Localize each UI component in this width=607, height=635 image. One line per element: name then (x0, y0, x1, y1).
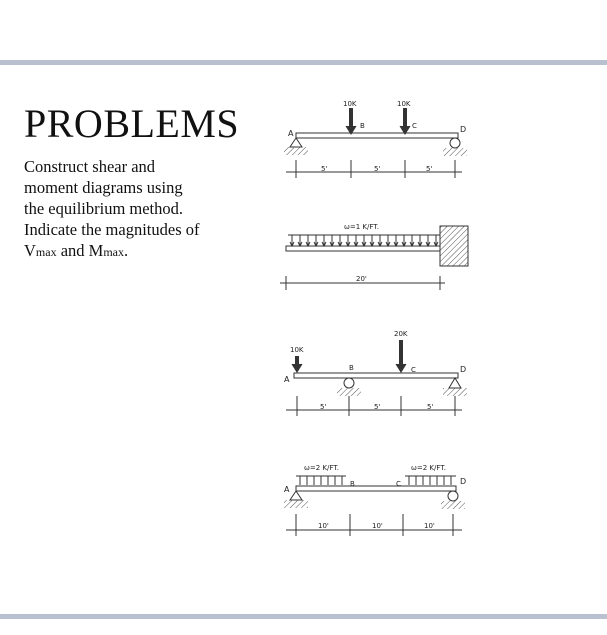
fig4-label-c: C (396, 480, 401, 488)
figure-1 (284, 100, 467, 178)
v-symbol: V (24, 241, 36, 260)
fig4-label-a: A (284, 485, 290, 494)
instructions-text (24, 156, 264, 263)
fig2-beam (286, 246, 440, 251)
fig3-dim1: 5' (320, 403, 327, 411)
fig1-ground-right (443, 148, 467, 156)
fig3-ground-middle (337, 388, 361, 396)
fig1-roller-support (450, 138, 460, 148)
m-symbol: M (88, 241, 104, 260)
fig1-ground-left (284, 147, 308, 155)
fig1-beam (296, 133, 458, 138)
fig4-load2-label: ω=2 K/FT. (411, 464, 446, 472)
fig1-dim2: 5' (374, 165, 381, 173)
fig1-pin-support (290, 138, 302, 147)
fig3-label-a: A (284, 375, 290, 384)
page-title: PROBLEMS (24, 101, 240, 146)
fig3-load1-arrowhead (292, 364, 302, 372)
fig1-dim1: 5' (321, 165, 328, 173)
top-rule (0, 60, 607, 65)
fig4-load1-arrows (300, 476, 342, 485)
fig4-ground-right (441, 501, 465, 509)
instructions-line: Indicate the magnitudes of (24, 220, 200, 239)
instructions-line: moment diagrams using (24, 178, 183, 197)
fig3-dim2: 5' (374, 403, 381, 411)
figure-4 (284, 464, 466, 536)
fig4-roller-support (448, 491, 458, 501)
fig3-beam (294, 373, 458, 378)
bottom-rule (0, 614, 607, 619)
fig4-label-b: B (350, 480, 355, 488)
fig2-fixed-wall (440, 226, 468, 266)
fig2-dim: 20' (356, 275, 367, 283)
fig4-pin-support (290, 491, 302, 500)
v-subscript: max (35, 245, 57, 259)
fig1-label-c: C (412, 122, 417, 130)
fig3-ground-right (443, 388, 467, 396)
fig1-label-d: D (460, 125, 467, 134)
fig1-label-a: A (288, 129, 294, 138)
fig3-load1-label: 10K (290, 346, 304, 354)
fig4-dim1: 10' (318, 522, 329, 530)
fig4-beam (296, 486, 456, 491)
fig1-dim3: 5' (426, 165, 433, 173)
fig3-pin-support (449, 378, 461, 388)
period: . (124, 241, 129, 260)
figure-3 (284, 330, 467, 416)
fig4-dim2: 10' (372, 522, 383, 530)
figure-2 (280, 223, 468, 290)
m-subscript: max (103, 245, 125, 259)
instructions-line (24, 240, 264, 263)
fig1-load1-label: 10K (343, 100, 357, 108)
fig4-dim3: 10' (424, 522, 435, 530)
fig2-distributed-arrows (290, 235, 438, 246)
fig3-load2-label: 20K (394, 330, 408, 338)
fig4-ground-left (284, 500, 308, 508)
fig3-label-b: B (349, 364, 354, 372)
fig3-load2-arrowhead (396, 364, 406, 372)
instructions-line: the equilibrium method. (24, 199, 184, 218)
fig3-roller-support (344, 378, 354, 388)
fig3-label-d: D (460, 365, 467, 374)
instructions-line: Construct shear and (24, 157, 156, 176)
fig4-load1-label: ω=2 K/FT. (304, 464, 339, 472)
fig3-label-c: C (411, 366, 416, 374)
fig1-load2-label: 10K (397, 100, 411, 108)
beam-figures (276, 90, 476, 550)
fig4-load2-arrows (409, 476, 451, 485)
fig4-label-d: D (460, 477, 467, 486)
and-word: and (56, 241, 89, 260)
fig2-load-label: ω=1 K/FT. (344, 223, 379, 231)
fig1-label-b: B (360, 122, 365, 130)
fig3-dim3: 5' (427, 403, 434, 411)
